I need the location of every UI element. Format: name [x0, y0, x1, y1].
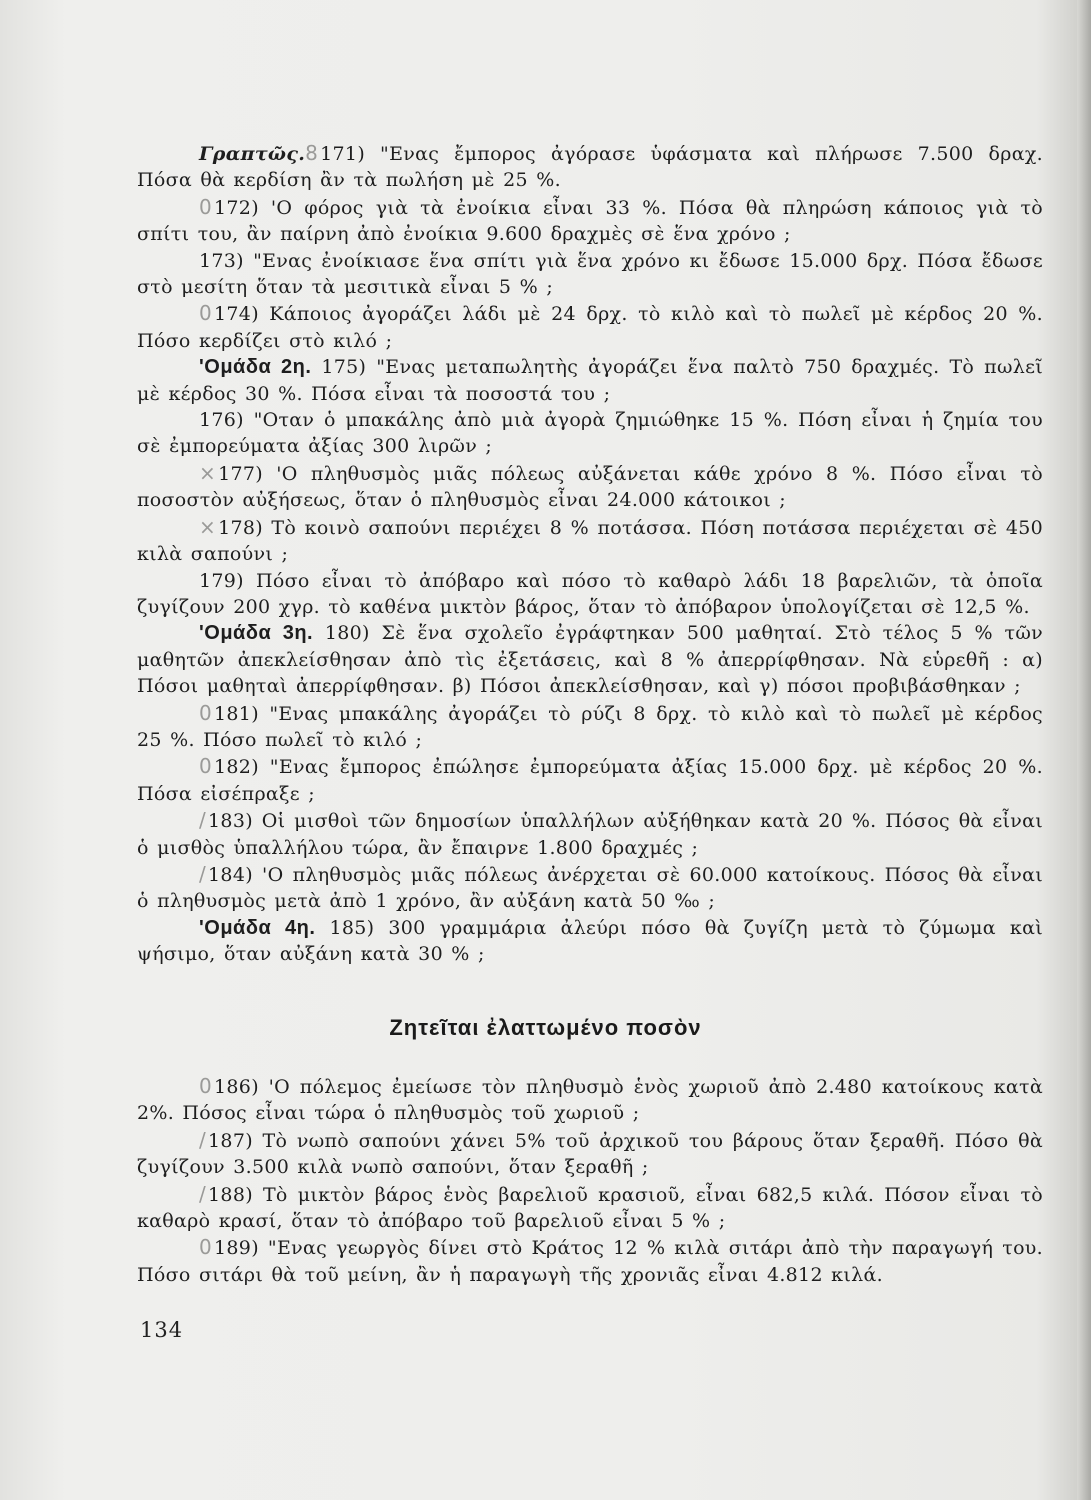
problem-181 — [137, 700, 1043, 754]
problem-text: 189) "Ενας γεωργὸς δίνει στὸ Κράτος 12 % κιλὰ σιτάρι ἀπὸ τὴν παραγωγή του. Πόσο σιτάρι θὰ τοῦ μείνη, ἂν ἡ παραγωγὴ τῆς χρονιᾶς εἶναι 4.812 κιλά. — [137, 1237, 1043, 1286]
problem-188 — [137, 1181, 1043, 1235]
problem-178 — [137, 514, 1043, 568]
problems-block-percent-decrease — [137, 1073, 1043, 1288]
problem-text: 171) "Ενας ἔμπορος ἀγόρασε ὑφάσματα καὶ πλήρωσε 7.500 δραχ. Πόσα θὰ κερδίση ἂν τὰ πωλήση μὲ 25 %. — [137, 143, 1043, 192]
pencil-mark: × — [199, 460, 217, 485]
group-label-written: Γραπτῶς. — [199, 143, 306, 165]
problem-172 — [137, 194, 1043, 248]
problem-text: 173) "Ενας ἐνοίκιασε ἕνα σπίτι γιὰ ἕνα χρόνο κι ἔδωσε 15.000 δρχ. Πόσα ἔδωσε στὸ μεσίτη ὅταν τὰ μεσιτικὰ εἶναι 5 % ; — [137, 249, 1043, 299]
problem-text: 186) 'Ο πόλεμος ἐμείωσε τὸν πληθυσμὸ ἑνὸς χωριοῦ ἀπὸ 2.480 κατοίκους κατὰ 2%. Πόσος εἶναι τώρα ὁ πληθυσμὸς τοῦ χωριοῦ ; — [137, 1076, 1043, 1125]
problem-text: 172) 'Ο φόρος γιὰ τὰ ἐνοίκια εἶναι 33 %. Πόσα θὰ πληρώση κάποιος γιὰ τὸ σπίτι του, ἂν παίρνη ἀπὸ ἐνοίκια 9.600 δραχμὲς σὲ ἕνα χρόνο ; — [137, 196, 1043, 246]
group-label-2: 'Ομάδα 2η. — [199, 356, 312, 379]
pencil-mark: / — [199, 861, 207, 886]
problem-text: 178) Τὸ κοινὸ σαπούνι περιέχει 8 % ποτάσσα. Πόση ποτάσσα περιέχεται σὲ 450 κιλὰ σαπούνι ; — [137, 516, 1043, 566]
problem-180 — [137, 620, 1043, 699]
problem-177 — [137, 460, 1043, 514]
page-spine-shadow — [1077, 0, 1091, 1500]
problem-179 — [137, 568, 1043, 621]
problem-text: 183) Οἱ μισθοὶ τῶν δημοσίων ὑπαλλήλων αὐξήθηκαν κατὰ 20 %. Πόσος θὰ εἶναι ὁ μισθὸς ὑπαλλήλου τώρα, ἂν ἔπαιρνε 1.800 δραχμές ; — [137, 810, 1043, 859]
pencil-mark: 0 — [199, 1235, 213, 1260]
pencil-mark: 0 — [199, 700, 213, 725]
pencil-mark: × — [199, 514, 217, 539]
problem-text: 180) Σὲ ἕνα σχολεῖο ἐγράφτηκαν 500 μαθηταί. Στὸ τέλος 5 % τῶν μαθητῶν ἀπεκλείσθησαν ἀπὸ τὶς ἐξετάσεις, καὶ 8 % ἀπερρίφθησαν. Νὰ εὑρεθῆ : α) Πόσοι μαθηταὶ ἀπερρίφθησαν. β) Πόσοι ἀπεκλείσθησαν, καὶ γ) πόσοι προβιβάσθηκαν ; — [137, 622, 1043, 698]
problem-182 — [137, 753, 1043, 807]
problem-text: 184) 'Ο πληθυσμὸς μιᾶς πόλεως ἀνέρχεται σὲ 60.000 κατοίκους. Πόσος θὰ εἶναι ὁ πληθυσμὸς μετὰ ἀπὸ 1 χρόνο, ἂν αὐξάνη κατὰ 50 ‰ ; — [137, 863, 1043, 913]
problem-185 — [137, 915, 1043, 968]
problem-text: 174) Κάποιος ἀγοράζει λάδι μὲ 24 δρχ. τὸ κιλὸ καὶ τὸ πωλεῖ μὲ κέρδος 20 %. Πόσο κερδίζει στὸ κιλό ; — [137, 303, 1043, 352]
problem-187 — [137, 1127, 1043, 1181]
pencil-mark: / — [199, 1181, 207, 1206]
group-label-3: 'Ομάδα 3η. — [199, 622, 314, 645]
problem-171 — [137, 140, 1043, 194]
problem-176 — [137, 407, 1043, 460]
pencil-mark: / — [199, 808, 207, 833]
problem-text: 181) "Ενας μπακάλης ἀγοράζει τὸ ρύζι 8 δρχ. τὸ κιλὸ καὶ τὸ πωλεῖ μὲ κέρδος 25 %. Πόσο πωλεῖ τὸ κιλό ; — [137, 702, 1043, 751]
problem-text: 187) Τὸ νωπὸ σαπούνι χάνει 5% τοῦ ἀρχικοῦ του βάρους ὅταν ξεραθῆ. Πόσο θὰ ζυγίζουν 3.500 κιλὰ νωπὸ σαπούνι, ὅταν ξεραθῆ ; — [137, 1129, 1043, 1179]
group-label-4: 'Ομάδα 4η. — [199, 916, 316, 939]
problem-173 — [137, 248, 1043, 301]
problem-text: 185) 300 γραμμάρια ἀλεύρι πόσο θὰ ζυγίζη μετὰ τὸ ζύμωμα καὶ ψήσιμο, ὅταν αὐξάνη κατὰ 30 % ; — [137, 916, 1043, 966]
pencil-mark: / — [199, 1127, 207, 1152]
problem-text: 177) 'Ο πληθυσμὸς μιᾶς πόλεως αὐξάνεται κάθε χρόνο 8 %. Πόσο εἶναι τὸ ποσοστὸν αὐξήσεως, ὅταν ὁ πληθυσμὸς εἶναι 24.000 κάτοικοι ; — [137, 462, 1043, 512]
problem-text: 176) "Οταν ὁ μπακάλης ἀπὸ μιὰ ἀγορὰ ζημιώθηκε 15 %. Πόση εἶναι ἡ ζημία του σὲ ἐμπορεύματα ἀξίας 300 λιρῶν ; — [137, 409, 1043, 458]
pencil-mark: 0 — [199, 1074, 213, 1098]
problem-184 — [137, 861, 1043, 915]
section-heading: Ζητεῖται ἐλαττωμένο ποσὸν — [389, 1015, 702, 1040]
problems-block-percent-increase — [137, 140, 1043, 968]
pencil-mark: 0 — [199, 301, 213, 326]
problem-189 — [137, 1234, 1043, 1288]
problem-186 — [137, 1073, 1043, 1127]
problem-text: 175) "Ενας μεταπωλητὴς ἀγοράζει ἕνα παλτὸ 750 δραχμές. Τὸ πωλεῖ μὲ κέρδος 30 %. Πόσα εἶναι τὰ ποσοστά του ; — [137, 356, 1043, 405]
pencil-mark: 0 — [199, 754, 213, 779]
problem-text: 182) "Ενας ἔμπορος ἐπώλησε ἐμπορεύματα ἀξίας 15.000 δρχ. μὲ κέρδος 20 %. Πόσα εἰσέπραξε ; — [137, 756, 1043, 805]
problem-175 — [137, 354, 1043, 407]
pencil-mark: 0 — [199, 194, 213, 219]
problem-174 — [137, 300, 1043, 354]
page-number: 134 — [140, 1318, 184, 1342]
problem-183 — [137, 807, 1043, 861]
problem-text: 179) Πόσο εἶναι τὸ ἀπόβαρο καὶ πόσο τὸ καθαρὸ λάδι 18 βαρελιῶν, τὰ ὁποῖα ζυγίζουν 200 χγρ. τὸ καθένα μικτὸν βάρος, ὅταν τὸ ἀπόβαρον ὑπολογίζεται σὲ 12,5 %. — [137, 569, 1043, 618]
pencil-mark: 8 — [305, 141, 319, 165]
problem-text: 188) Τὸ μικτὸν βάρος ἑνὸς βαρελιοῦ κρασιοῦ, εἶναι 682,5 κιλά. Πόσον εἶναι τὸ καθαρὸ κρασί, ὅταν τὸ ἀπόβαρο τοῦ βαρελιοῦ εἶναι 5 % ; — [137, 1183, 1043, 1233]
